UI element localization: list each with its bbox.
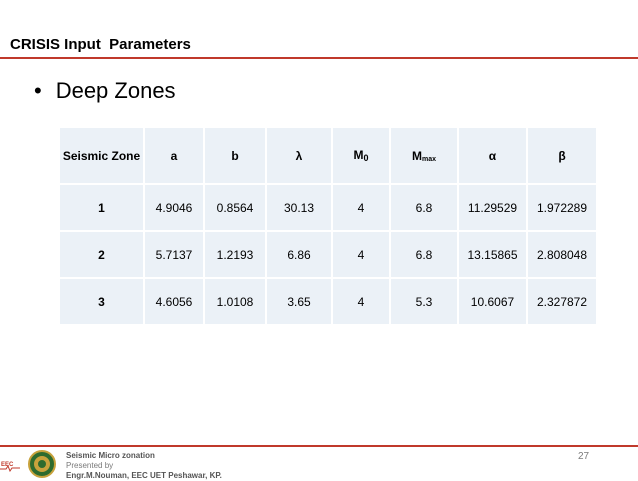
cell-b: 1.0108 [205,279,265,324]
header-beta: β [528,128,596,183]
cell-mmax: 6.8 [391,185,457,230]
footer-divider [0,445,638,447]
header-m0 [333,128,389,183]
cell-alpha: 13.15865 [459,232,526,277]
header-m0-sub: 0 [363,153,369,163]
cell-lambda: 30.13 [267,185,331,230]
parameters-table [58,126,598,326]
header-a: a [145,128,203,183]
cell-lambda: 3.65 [267,279,331,324]
cell-b: 0.8564 [205,185,265,230]
footer-line-title: Seismic Micro zonation [66,451,155,460]
table-row [60,185,596,230]
bullet-marker: • [34,78,42,103]
header-mmax-main: M [411,148,422,163]
footer-line-author: Engr.M.Nouman, EEC UET Peshawar, KP. [66,471,222,480]
header-divider [0,57,638,59]
cell-mmax: 5.3 [391,279,457,324]
header-mmax-sub: max [421,155,436,163]
eec-logo-text: EEC [1,462,14,468]
header-seismic-zone: Seismic Zone [60,128,143,183]
footer-credits [66,451,222,481]
cell-alpha: 11.29529 [459,185,526,230]
cell-beta: 1.972289 [528,185,596,230]
cell-alpha: 10.6067 [459,279,526,324]
table-row [60,232,596,277]
bullet-text: Deep Zones [55,78,176,103]
header-lambda: λ [267,128,331,183]
table-row [60,279,596,324]
header-m0-main: M [353,148,364,162]
university-seal-icon [24,450,60,478]
cell-beta: 2.327872 [528,279,596,324]
bullet-item [34,78,176,104]
cell-zone: 2 [60,232,143,277]
header-mmax [391,128,457,183]
cell-m0: 4 [333,279,389,324]
header-b: b [205,128,265,183]
cell-zone: 3 [60,279,143,324]
cell-m0: 4 [333,232,389,277]
cell-lambda: 6.86 [267,232,331,277]
cell-b: 1.2193 [205,232,265,277]
footer-line-presented: Presented by [66,461,114,470]
header-alpha: α [459,128,526,183]
page-number: 27 [578,451,590,462]
cell-m0: 4 [333,185,389,230]
cell-mmax: 6.8 [391,232,457,277]
table-header-row [60,128,596,183]
cell-a: 5.7137 [145,232,203,277]
cell-a: 4.6056 [145,279,203,324]
eec-logo-icon [0,458,20,472]
slide-title: CRISIS Input Parameters [10,36,191,53]
cell-beta: 2.808048 [528,232,596,277]
cell-zone: 1 [60,185,143,230]
cell-a: 4.9046 [145,185,203,230]
